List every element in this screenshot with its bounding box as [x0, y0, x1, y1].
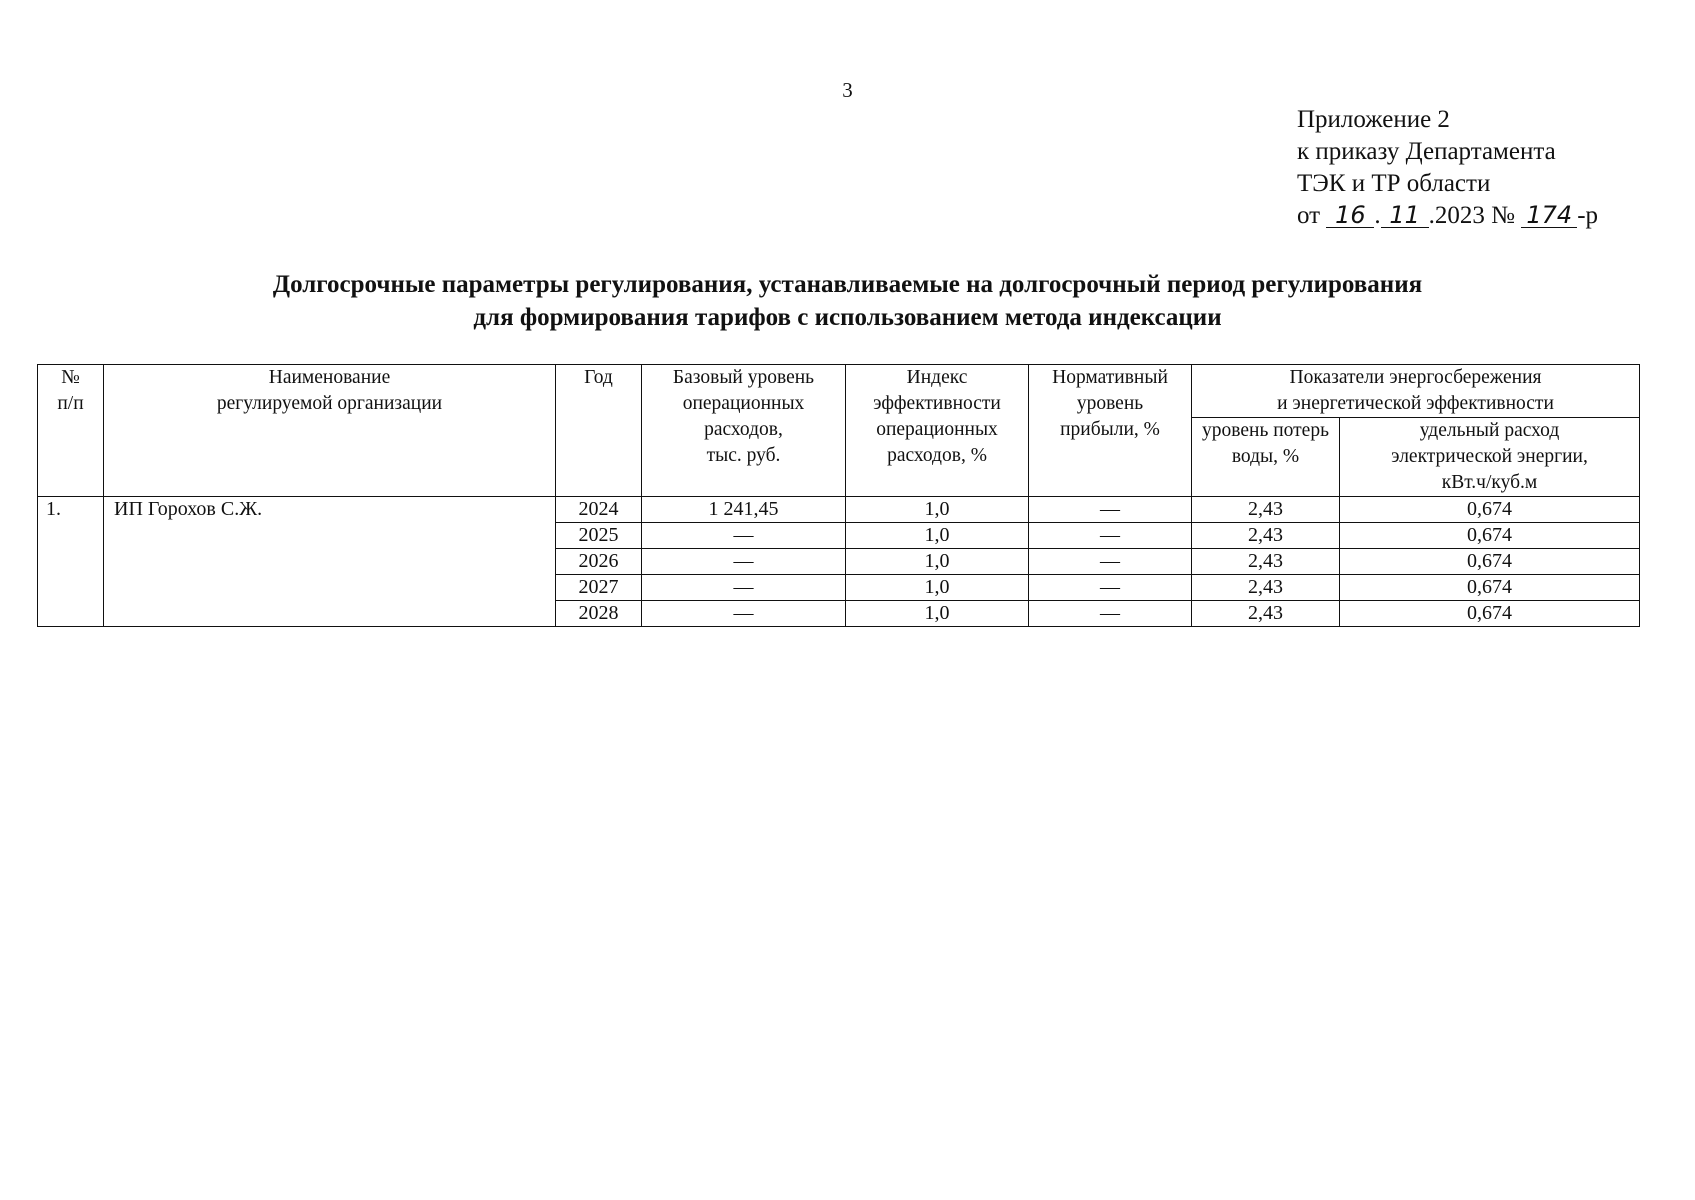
parameters-table	[37, 364, 1640, 627]
date-separator: .	[1374, 202, 1381, 229]
cell-profit: —	[1029, 523, 1192, 549]
cell-consumption: 0,674	[1340, 497, 1640, 523]
appendix-date-line	[1297, 200, 1598, 232]
header-number: № п/п	[38, 365, 104, 497]
cell-year: 2026	[556, 549, 642, 575]
header-energy-indicators: Показатели энергосбережения и энергетической эффективности	[1192, 365, 1640, 418]
appendix-block	[1297, 104, 1598, 232]
cell-profit: —	[1029, 549, 1192, 575]
cell-year: 2027	[556, 575, 642, 601]
cell-profit: —	[1029, 497, 1192, 523]
handwritten-day: 16	[1326, 203, 1374, 228]
header-energy-consumption: удельный расход электрической энергии, кВт.ч/куб.м	[1340, 418, 1640, 497]
cell-index: 1,0	[846, 549, 1029, 575]
cell-base: —	[642, 601, 846, 627]
appendix-line-1: Приложение 2	[1297, 106, 1450, 133]
cell-base: —	[642, 523, 846, 549]
cell-index: 1,0	[846, 497, 1029, 523]
header-water-loss: уровень потерь воды, %	[1192, 418, 1340, 497]
header-organization: Наименование регулируемой организации	[104, 365, 556, 497]
page-number: 3	[842, 78, 853, 102]
appendix-line-2: к приказу Департамента	[1297, 138, 1556, 165]
cell-year: 2028	[556, 601, 642, 627]
cell-base: —	[642, 575, 846, 601]
cell-year: 2025	[556, 523, 642, 549]
cell-consumption: 0,674	[1340, 549, 1640, 575]
header-year: Год	[556, 365, 642, 497]
header-base-level: Базовый уровень операционных расходов, тыс. руб.	[642, 365, 846, 497]
handwritten-order-number: 174	[1521, 203, 1577, 228]
header-efficiency-index: Индекс эффективности операционных расходов, %	[846, 365, 1029, 497]
date-prefix: от	[1297, 202, 1321, 229]
title-line-1: Долгосрочные параметры регулирования, устанавливаемые на долгосрочный период регулирования	[272, 271, 1423, 298]
cell-base: —	[642, 549, 846, 575]
cell-profit: —	[1029, 575, 1192, 601]
order-suffix: -р	[1577, 202, 1599, 229]
cell-profit: —	[1029, 601, 1192, 627]
cell-index: 1,0	[846, 601, 1029, 627]
cell-loss: 2,43	[1192, 575, 1340, 601]
date-year: .2023 №	[1428, 202, 1515, 229]
cell-loss: 2,43	[1192, 549, 1340, 575]
appendix-line-3: ТЭК и ТР области	[1297, 170, 1491, 197]
header-profit-level: Нормативный уровень прибыли, %	[1029, 365, 1192, 497]
cell-year: 2024	[556, 497, 642, 523]
org-number: 1.	[38, 497, 104, 627]
cell-consumption: 0,674	[1340, 523, 1640, 549]
title-line-2: для формирования тарифов с использованием метода индексации	[473, 304, 1222, 331]
document-title	[0, 268, 1695, 334]
cell-consumption: 0,674	[1340, 575, 1640, 601]
cell-consumption: 0,674	[1340, 601, 1640, 627]
org-name: ИП Горохов С.Ж.	[104, 497, 556, 627]
cell-index: 1,0	[846, 575, 1029, 601]
cell-loss: 2,43	[1192, 601, 1340, 627]
cell-index: 1,0	[846, 523, 1029, 549]
cell-base: 1 241,45	[642, 497, 846, 523]
cell-loss: 2,43	[1192, 497, 1340, 523]
table-row	[38, 497, 1640, 523]
handwritten-month: 11	[1381, 203, 1429, 228]
cell-loss: 2,43	[1192, 523, 1340, 549]
